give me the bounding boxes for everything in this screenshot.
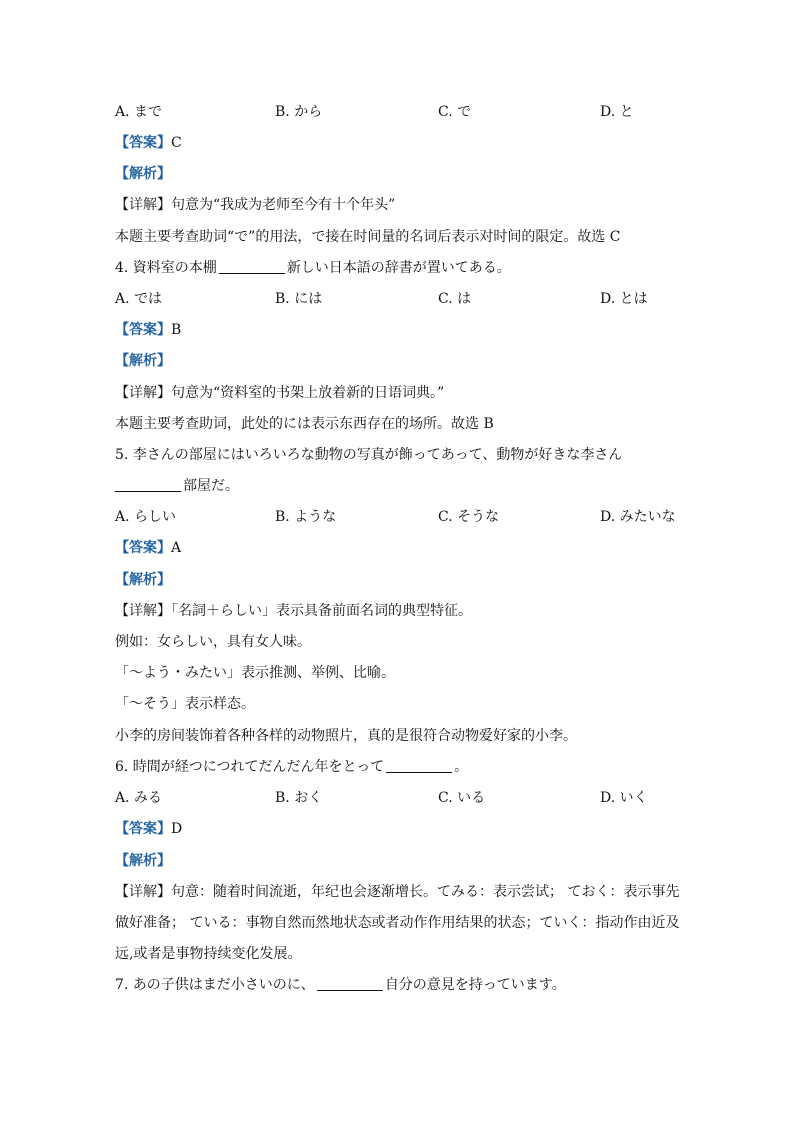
answer-label: 【答案】: [115, 540, 171, 556]
q5-question-line2: [115, 476, 239, 496]
answer-label: 【答案】: [115, 821, 171, 837]
analysis-label: 【解析】: [115, 853, 171, 869]
q3-option-d: D. と: [600, 104, 634, 120]
detail-text: 句意为“资料室的书架上放着新的日语词典。”: [171, 385, 445, 401]
q4-answer: [115, 320, 181, 340]
question-text-before: 7. あの子供はまだ小さいのに、: [115, 977, 315, 993]
answer-blank: [386, 758, 452, 773]
q4-explanation: 本题主要考查助词，此处的には表示东西存在的场所。故选 B: [115, 416, 494, 432]
q6-analysis: [115, 851, 171, 871]
q5-option-c: C. そうな: [438, 509, 500, 525]
q5-question-line1: 5. 李さんの部屋にはいろいろな動物の写真が飾ってあって、動物が好きな李さん: [115, 447, 623, 463]
detail-text: 句意为“我成为老师至今有十个年头”: [171, 197, 396, 213]
detail-label: 【详解】: [115, 197, 171, 213]
answer-value: A: [171, 540, 182, 556]
q3-analysis: [115, 164, 171, 184]
q5-detail: [115, 601, 472, 621]
q5-note-2: 「～よう・みたい」表示推测、举例、比喻。: [115, 665, 395, 681]
q3-option-c: C. で: [438, 104, 472, 120]
q5-note-3: 「～そう」表示样态。: [115, 696, 255, 712]
answer-blank: [115, 477, 181, 492]
answer-blank: [317, 976, 383, 991]
q4-analysis: [115, 351, 171, 371]
q5-option-b: B. ような: [275, 509, 337, 525]
question-text-after: 部屋だ。: [183, 478, 239, 494]
q3-detail: [115, 195, 395, 215]
q3-option-a: A. まで: [115, 104, 163, 120]
question-text-before: 4. 資料室の本棚: [115, 260, 217, 276]
question-text-after: 。: [454, 759, 469, 775]
q5-answer: [115, 538, 181, 558]
q4-option-b: B. には: [275, 291, 323, 307]
q4-option-a: A. では: [115, 291, 163, 307]
analysis-label: 【解析】: [115, 353, 171, 369]
detail-label: 【详解】: [115, 603, 171, 619]
answer-blank: [219, 259, 285, 274]
q5-note-4: 小李的房间装饰着各种各样的动物照片，真的是很符合动物爱好家的小李。: [115, 728, 577, 744]
detail-label: 【详解】: [115, 385, 171, 401]
q4-detail: [115, 383, 444, 403]
q3-explanation: 本题主要考查助词“で”的用法，で接在时间量的名词后表示对时间的限定。故选 C: [115, 229, 621, 245]
q6-option-b: B. おく: [275, 790, 323, 806]
question-text-before: 6. 時間が経つにつれてだんだん年をとって: [115, 759, 385, 775]
q6-detail-1: [115, 882, 679, 902]
q5-option-a: A. らしい: [115, 509, 177, 525]
q7-question: [115, 975, 566, 995]
answer-value: D: [171, 821, 183, 837]
q6-detail-2: 做好准备； ている：事物自然而然地状态或者动作作用结果的状态；ていく：指动作由近及: [115, 915, 680, 931]
detail-text: 句意：随着时间流逝，年纪也会逐渐增长。てみる：表示尝试； ておく：表示事先: [171, 884, 680, 900]
answer-label: 【答案】: [115, 322, 171, 338]
answer-value: B: [171, 322, 182, 338]
question-text-after: 自分の意見を持っています。: [384, 977, 566, 993]
q5-analysis: [115, 570, 171, 590]
q5-option-d: D. みたいな: [600, 509, 676, 525]
q3-option-b: B. から: [275, 104, 323, 120]
detail-label: 【详解】: [115, 884, 171, 900]
q5-note-1: 例如：女らしい，具有女人味。: [115, 634, 311, 650]
q6-option-a: A. みる: [115, 790, 163, 806]
q6-answer: [115, 819, 182, 839]
q4-question: [115, 258, 511, 278]
answer-label: 【答案】: [115, 135, 171, 151]
answer-value: C: [171, 135, 182, 151]
q6-option-d: D. いく: [600, 790, 648, 806]
q4-option-c: C. は: [438, 291, 472, 307]
analysis-label: 【解析】: [115, 572, 171, 588]
question-text-after: 新しい日本語の辞書が置いてある。: [286, 260, 511, 276]
q3-answer: [115, 133, 182, 153]
q6-question: [115, 757, 468, 777]
q6-detail-3: 远,或者是事物持续变化发展。: [115, 946, 302, 962]
analysis-label: 【解析】: [115, 166, 171, 182]
q6-option-c: C. いる: [438, 790, 486, 806]
q4-option-d: D. とは: [600, 291, 648, 307]
detail-text: 「名詞＋らしい」表示具备前面名词的典型特征。: [171, 603, 472, 619]
